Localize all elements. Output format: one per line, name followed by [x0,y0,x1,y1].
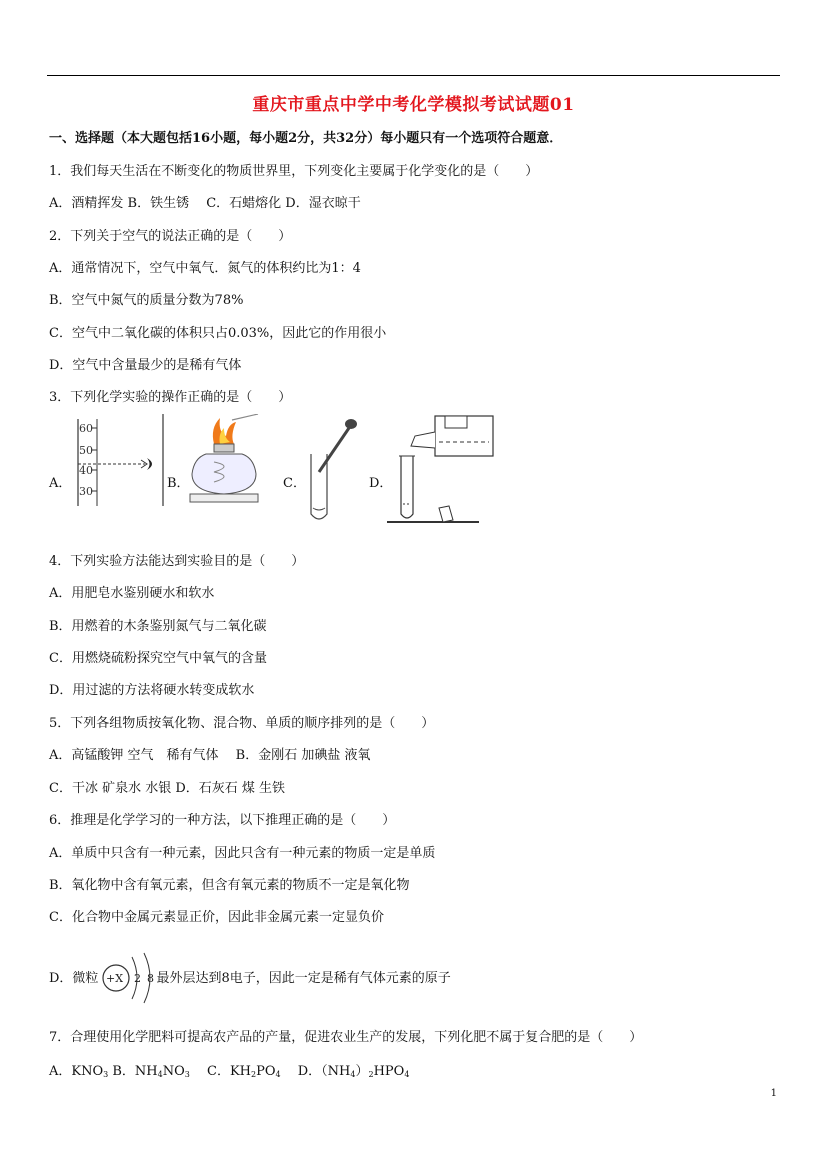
q4-option-c: C．用燃烧硫粉探究空气中氧气的含量 [49,651,267,666]
alcohol-lamp-figure [184,414,264,514]
q6-d-suffix: 最外层达到8电子，因此一定是稀有气体元素的原子 [156,971,451,986]
atom-shell-2: 8 [147,971,155,985]
dropper-figure [301,414,371,526]
q4-option-b: B．用燃着的木条鉴别氮气与二氧化碳 [49,619,267,634]
q6-stem: 6．推理是化学学习的一种方法，以下推理正确的是（ ） [49,813,396,828]
atom-shell-1: 2 [134,971,142,985]
q2-option-c: C．空气中二氧化碳的体积只占0.03%，因此它的作用很小 [49,326,387,341]
q7-text: PO [256,1064,276,1079]
tick-label: 60 [79,422,93,435]
q7-subscript: 4 [157,1070,163,1079]
q5-options-cd: C．干冰 矿泉水 水银 D．石灰石 煤 生铁 [49,781,286,796]
q6-option-c: C．化合物中金属元素显正价，因此非金属元素一定显负价 [49,910,384,925]
q7-text: HPO [373,1064,405,1079]
page-number: 1 [770,1088,777,1099]
tick-label: 30 [79,485,93,498]
q4-stem: 4．下列实验方法能达到实验目的是（ ） [49,554,305,569]
q7-stem: 7．合理使用化学肥料可提高农产品的产量，促进农业生产的发展，下列化肥不属于复合肥的是（ ） [49,1030,643,1045]
q3-stem: 3．下列化学实验的操作正确的是（ ） [49,390,292,405]
q7-subscript: 4 [350,1070,356,1079]
q7-subscript: 3 [103,1070,109,1079]
cylinder-reading-figure [69,414,164,509]
q1-stem: 1．我们每天生活在不断变化的物质世界里，下列变化主要属于化学变化的是（ ） [49,164,539,179]
pouring-figure [387,414,499,526]
q3-label-b: B． [167,476,190,491]
q3-label-d: D． [369,476,393,491]
tick-label: 50 [79,444,93,457]
q5-stem: 5．下列各组物质按氧化物、混合物、单质的顺序排列的是（ ） [49,716,435,731]
q7-text: B．NH [108,1064,158,1079]
section-heading: 一、选择题（本大题包括16小题，每小题2分，共32分）每小题只有一个选项符合题意． [49,131,563,146]
q7-subscript: 4 [275,1070,281,1079]
q2-option-b: B．空气中氮气的质量分数为78% [49,293,244,308]
q7-subscript: 4 [404,1070,410,1079]
q2-option-d: D．空气中含量最少的是稀有气体 [49,358,242,373]
atom-nucleus-label: +X [106,971,124,985]
q4-option-d: D．用过滤的方法将硬水转变成软水 [49,683,255,698]
q7-subscript: 2 [368,1070,374,1079]
q6-option-b: B．氧化物中含有氧元素，但含有氧元素的物质不一定是氧化物 [49,878,410,893]
q3-figures [49,414,509,530]
q5-options-ab: A．高锰酸钾 空气 稀有气体 B．金刚石 加碘盐 液氧 [49,748,371,763]
q4-option-a: A．用肥皂水鉴别硬水和软水 [49,586,215,601]
q7-subscript: 2 [251,1070,257,1079]
q7-text: A．KNO [49,1064,104,1079]
q7-text: NO [162,1064,185,1079]
atom-structure-diagram [98,949,156,1007]
q7-text: D．（NH [280,1064,351,1079]
q7-text: ） [355,1064,369,1079]
q6-d-prefix: D．微粒 [49,971,99,986]
q6-option-a: A．单质中只含有一种元素，因此只含有一种元素的物质一定是单质 [49,846,436,861]
q7-options [49,1064,409,1083]
q7-text: C．KH [189,1064,252,1079]
header-rule [47,75,780,76]
q7-subscript: 3 [184,1070,190,1079]
q6-option-d [49,971,451,987]
tick-label: 40 [79,464,93,477]
page-title: 重庆市重点中学中考化学模拟考试试题01 [252,95,575,115]
q2-stem: 2．下列关于空气的说法正确的是（ ） [49,229,292,244]
q3-label-a: A． [49,476,72,491]
q3-label-c: C． [283,476,306,491]
q1-options: A．酒精挥发 B．铁生锈 C．石蜡熔化 D．湿衣晾干 [49,196,361,211]
q2-option-a: A．通常情况下，空气中氧气．氮气的体积约比为1：4 [49,261,361,276]
